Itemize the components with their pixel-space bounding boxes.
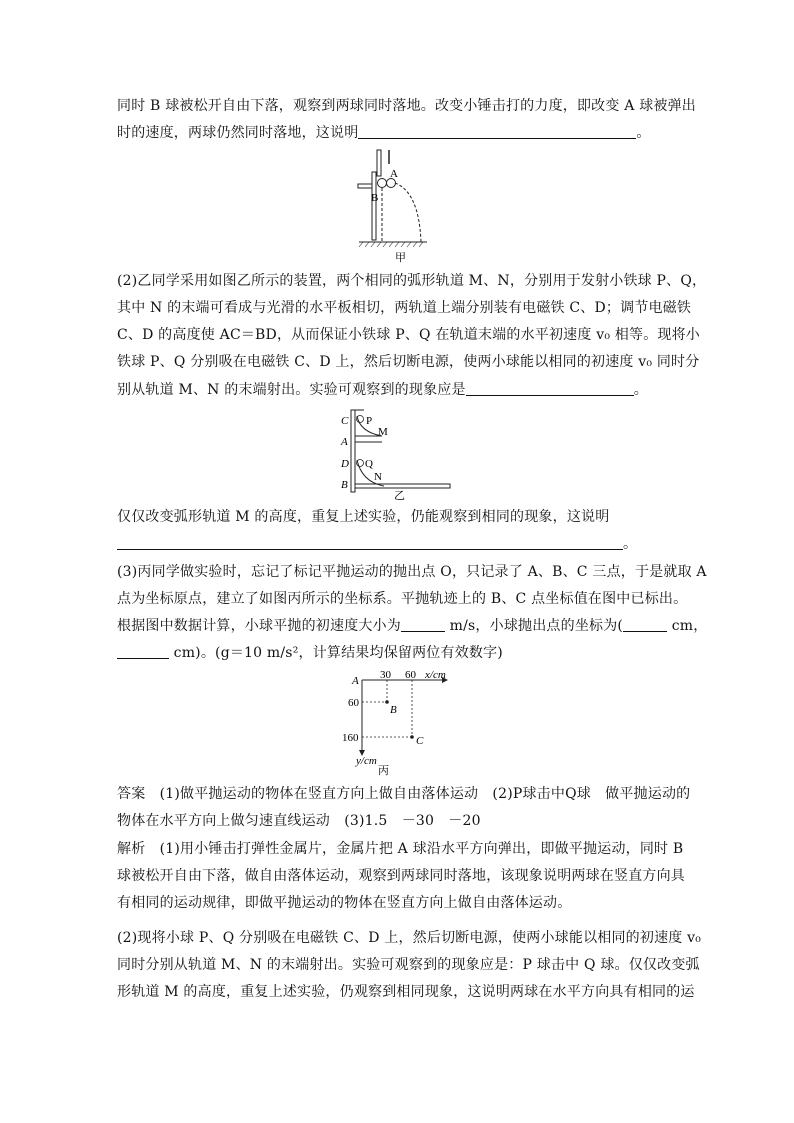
- answer-blank: [117, 644, 169, 659]
- text-line: (2)乙同学采用如图乙所示的装置，两个相同的弧形轨道 M、N，分别用于发射小铁球 P、Q，: [117, 273, 707, 289]
- label-a: A: [352, 675, 359, 687]
- y-axis-label: y/cm: [356, 755, 377, 767]
- text-line: [117, 380, 648, 400]
- label-c: C: [416, 735, 424, 747]
- tick-y-60: 60: [348, 697, 359, 709]
- label-c: C: [341, 415, 349, 427]
- text-segment: m/s，小球抛出点的坐标为(: [445, 618, 624, 634]
- label-a: A: [390, 168, 398, 180]
- answer-line: 答案 (1)做平抛运动的物体在竖直方向上做自由落体运动 (2)P球击中Q球 做平抛运动的: [117, 786, 691, 802]
- text-segment: 。: [623, 536, 638, 552]
- x-axis-label: x/cm: [425, 669, 446, 681]
- answer-blank: [358, 124, 636, 139]
- answer-line: 物体在水平方向上做匀速直线运动 (3)1.5 －30 －20: [117, 813, 481, 829]
- figure-caption: 甲: [395, 252, 406, 264]
- text-line: (3)丙同学做实验时，忘记了标记平抛运动的抛出点 O，只记录了 A、B、C 三点，于是就取 A: [117, 564, 707, 580]
- label-d: D: [341, 458, 349, 470]
- text-line: [117, 643, 503, 663]
- explanation-line: 解析 (1)用小锤击打弹性金属片，金属片把 A 球沿水平方向弹出，即做平抛运动，同时 B: [117, 841, 684, 857]
- label-m: M: [378, 426, 388, 438]
- text-segment: 。: [636, 125, 651, 141]
- tick-x-30: 30: [380, 669, 391, 681]
- answer-blank: [401, 617, 445, 632]
- label-q: Q: [365, 458, 373, 470]
- text-line: 其中 N 的末端可看成与光滑的水平板相切，两轨道上端分别装有电磁铁 C、D；调节电磁铁: [117, 300, 692, 316]
- answer-blank: [623, 617, 667, 632]
- explanation-line: 球被松开自由下落，做自由落体运动，观察到两球同时落地，该现象说明两球在竖直方向具: [117, 868, 685, 884]
- figure-jia: [355, 148, 430, 266]
- text-line: [117, 123, 651, 143]
- text-line: [117, 616, 707, 636]
- figure-caption: 丙: [378, 765, 389, 777]
- explanation-line: 形轨道 M 的高度，重复上述实验，仍观察到相同现象，这说明两球在水平方向具有相同的运: [117, 984, 695, 1000]
- text-segment: cm)。(g＝10 m/s²，计算结果均保留两位有效数字): [169, 645, 503, 661]
- label-b: B: [390, 704, 397, 716]
- figure-yi: [338, 406, 458, 500]
- text-line: 点为坐标原点，建立了如图丙所示的坐标系。平抛轨迹上的 B、C 点坐标值在图中已标出。: [117, 591, 688, 607]
- text-segment: 时的速度，两球仍然同时落地，这说明: [117, 125, 359, 141]
- figure-bing: [338, 668, 458, 778]
- answer-blank: [117, 535, 623, 550]
- label-b: B: [341, 479, 348, 491]
- text-segment: cm，: [667, 618, 708, 634]
- explanation-line: 同时分别从轨道 M、N 的末端射出。实验可观察到的现象应是：P 球击中 Q 球。仅仅改变弧: [117, 957, 700, 973]
- text-line: 仅仅改变弧形轨道 M 的高度，重复上述实验，仍能观察到相同的现象，这说明: [117, 509, 610, 525]
- tick-y-160: 160: [342, 732, 359, 744]
- answer-blank: [466, 381, 634, 396]
- text-line: [117, 534, 637, 554]
- text-line: C、D 的高度使 AC＝BD，从而保证小铁球 P、Q 在轨道末端的水平初速度 v₀ 相等。现将小: [117, 327, 700, 343]
- explanation-line: 有相同的运动规律，即做平抛运动的物体在竖直方向上做自由落体运动。: [117, 895, 572, 911]
- explanation-line: (2)现将小球 P、Q 分别吸在电磁铁 C、D 上，然后切断电源，使两小球能以相同的初速度 v₀: [117, 930, 702, 946]
- text-line: 铁球 P、Q 分别吸在电磁铁 C、D 上，然后切断电源，使两小球能以相同的初速度 v₀ 同时分: [117, 354, 700, 370]
- tick-x-60: 60: [405, 669, 416, 681]
- figure-caption: 乙: [394, 490, 405, 500]
- text-segment: 。: [633, 382, 648, 398]
- label-p: P: [366, 415, 373, 427]
- text-segment: 别从轨道 M、N 的末端射出。实验可观察到的现象应是: [117, 382, 466, 398]
- text-segment: 根据图中数据计算，小球平抛的初速度大小为: [117, 618, 401, 634]
- label-n: N: [374, 471, 382, 483]
- label-a: A: [341, 436, 348, 448]
- text-line: 同时 B 球被松开自由下落，观察到两球同时落地。改变小锤击打的力度，即改变 A 球被弹出: [117, 98, 696, 114]
- label-b: B: [371, 192, 379, 204]
